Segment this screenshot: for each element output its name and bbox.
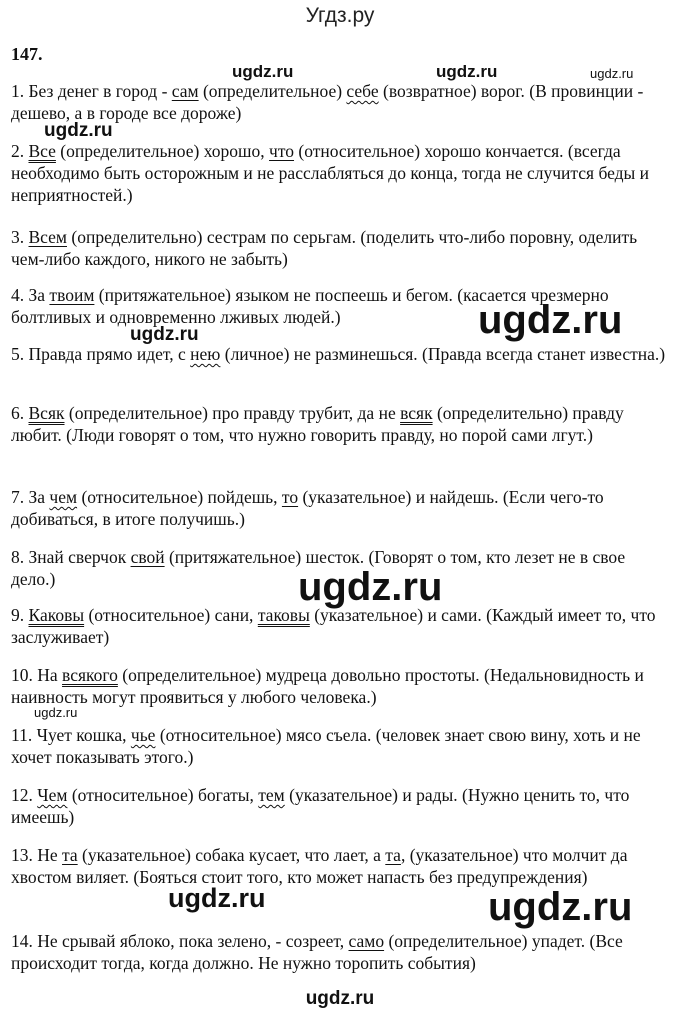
proverb-item: 6. Всяк (определительное) про правду трубит, да не всяк (определительно) правду любит. (Люди говорят о том, что нужно говорить правду, но порой сами лгут.) (11, 403, 624, 445)
watermark: ugdz.ru (130, 324, 199, 345)
pronoun: чем (49, 487, 78, 507)
proverb-item: 3. Всем (определительно) сестрам по серьгам. (поделить что-либо поровну, оделить чем-либо каждого, никого не забыть) (11, 227, 638, 269)
pronoun: сам (171, 81, 199, 101)
pronoun: твоим (49, 285, 95, 305)
watermark: ugdz.ru (488, 885, 633, 929)
proverb-item: 9. Каковы (относительное) сани, таковы (указательное) и сами. (Каждый имеет то, что заслуживает) (11, 605, 656, 647)
watermark: ugdz.ru (305, 988, 375, 1009)
task-number: 147. (11, 44, 43, 64)
pronoun: то (281, 487, 299, 507)
watermark: ugdz.ru (232, 62, 294, 81)
watermark: ugdz.ru (298, 565, 443, 609)
watermark: ugdz.ru (34, 705, 78, 720)
pronoun: всяк (400, 403, 433, 423)
pronoun: чье (130, 725, 156, 745)
watermark: ugdz.ru (590, 66, 634, 81)
proverb-item: 5. Правда прямо идет, с нею (личное) не разминешься. (Правда всегда станет известна.) (11, 344, 666, 364)
watermark: ugdz.ru (168, 883, 266, 913)
pronoun: Всяк (28, 403, 65, 423)
proverb-item: 8. Знай сверчок свой (притяжательное) шесток. (Говорят о том, кто лезет не в свое дело.) (11, 547, 626, 589)
watermark: ugdz.ru (44, 120, 113, 141)
proverb-item: 10. На всякого (определительное) мудреца довольно простоты. (Недальновидность и наивность могут проявиться у любого человека.) (11, 665, 644, 707)
pronoun: Все (28, 141, 56, 161)
proverb-item: 1. Без денег в город - сам (определительное) себе (возвратное) ворог. (В провинции - дешево, а в городе все дороже) (11, 81, 644, 123)
pronoun: та (62, 845, 78, 865)
proverb-item: 12. Чем (относительное) богаты, тем (указательное) и рады. (Нужно ценить то, что имеешь) (11, 785, 630, 827)
pronoun: та (385, 845, 401, 865)
pronoun: нею (190, 344, 221, 364)
pronoun: что (269, 141, 295, 161)
pronoun: тем (258, 785, 285, 805)
pronoun: всякого (62, 665, 118, 685)
pronoun: само (348, 931, 385, 951)
proverb-item: 14. Не срывай яблоко, пока зелено, - созреет, само (определительное) упадет. (Все происходит тогда, когда должно. Не нужно торопить события) (11, 931, 623, 973)
proverb-item: 7. За чем (относительное) пойдешь, то (указательное) и найдешь. (Если чего-то добиваться, в итоге получишь.) (11, 487, 604, 529)
watermark: ugdz.ru (478, 298, 623, 342)
proverb-item: 2. Все (определительное) хорошо, что (относительное) хорошо кончается. (всегда необходимо быть осторожным и не расслабляться до конца, тогда не случится беды и неприятностей.) (11, 141, 650, 205)
pronoun: Всем (28, 227, 67, 247)
pronoun: Чем (37, 785, 68, 805)
proverb-item: 4. За твоим (притяжательное) языком не поспеешь и бегом. (касается чрезмерно болтливых и одновременно лживых людей.) (11, 285, 609, 327)
pronoun: Каковы (28, 605, 85, 625)
pronoun: себе (346, 81, 379, 101)
proverb-item: 13. Не та (указательное) собака кусает, что лает, а та, (указательное) что молчит да хвостом виляет. (Бояться стоит того, кто может напасть без предупреждения) (11, 845, 628, 887)
proverb-item: 11. Чует кошка, чье (относительное) мясо съела. (человек знает свою вину, хоть и не хочет показывать этого.) (11, 725, 641, 767)
pronoun: таковы (257, 605, 310, 625)
site-title: Угдз.ру (305, 4, 375, 27)
watermark: ugdz.ru (436, 62, 498, 81)
pronoun: свой (130, 547, 165, 567)
